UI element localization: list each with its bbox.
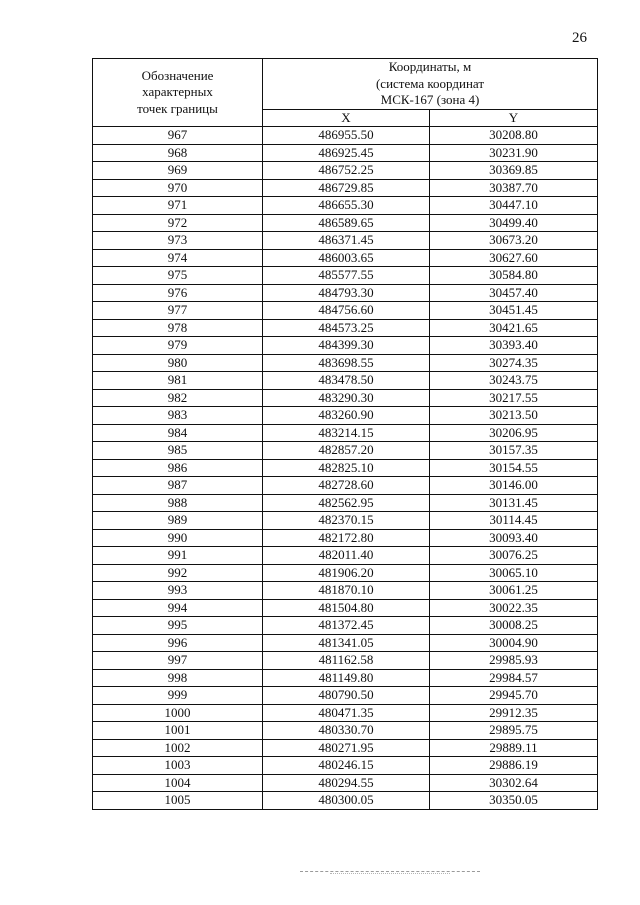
table-row [93, 424, 598, 442]
cell-y: 29945.70 [430, 687, 598, 705]
cell-y: 30243.75 [430, 372, 598, 390]
coordinates-table [92, 58, 598, 810]
cell-point-number: 987 [93, 477, 263, 495]
cell-x: 481870.10 [263, 582, 430, 600]
table-row [93, 652, 598, 670]
table-row [93, 232, 598, 250]
footer-rule [300, 871, 480, 872]
cell-y: 30451.45 [430, 302, 598, 320]
table-row [93, 582, 598, 600]
cell-x: 486955.50 [263, 127, 430, 145]
cell-point-number: 970 [93, 179, 263, 197]
cell-x: 481149.80 [263, 669, 430, 687]
cell-y: 30114.45 [430, 512, 598, 530]
cell-point-number: 969 [93, 162, 263, 180]
header-point-line: характерных [142, 84, 213, 100]
cell-point-number: 1000 [93, 704, 263, 722]
cell-y: 30022.35 [430, 599, 598, 617]
cell-y: 29984.57 [430, 669, 598, 687]
header-y: Y [430, 109, 598, 127]
table-row [93, 617, 598, 635]
cell-point-number: 985 [93, 442, 263, 460]
table-row [93, 687, 598, 705]
cell-y: 30131.45 [430, 494, 598, 512]
table-row [93, 354, 598, 372]
table-row [93, 407, 598, 425]
table-row [93, 459, 598, 477]
cell-y: 30673.20 [430, 232, 598, 250]
cell-y: 30421.65 [430, 319, 598, 337]
table-row [93, 494, 598, 512]
cell-x: 481906.20 [263, 564, 430, 582]
cell-y: 29985.93 [430, 652, 598, 670]
table-row [93, 179, 598, 197]
table-row [93, 529, 598, 547]
cell-point-number: 967 [93, 127, 263, 145]
cell-x: 482857.20 [263, 442, 430, 460]
table-row [93, 634, 598, 652]
table-row [93, 372, 598, 390]
table-row [93, 284, 598, 302]
cell-y: 29895.75 [430, 722, 598, 740]
table-body [93, 127, 598, 810]
cell-y: 29886.19 [430, 757, 598, 775]
table-row [93, 127, 598, 145]
cell-point-number: 1003 [93, 757, 263, 775]
cell-x: 482370.15 [263, 512, 430, 530]
cell-y: 29912.35 [430, 704, 598, 722]
cell-x: 486371.45 [263, 232, 430, 250]
cell-y: 30457.40 [430, 284, 598, 302]
cell-point-number: 971 [93, 197, 263, 215]
cell-y: 30065.10 [430, 564, 598, 582]
cell-point-number: 981 [93, 372, 263, 390]
cell-y: 30387.70 [430, 179, 598, 197]
cell-x: 483478.50 [263, 372, 430, 390]
cell-point-number: 1005 [93, 792, 263, 810]
table-row [93, 774, 598, 792]
table-row [93, 547, 598, 565]
cell-y: 30004.90 [430, 634, 598, 652]
cell-y: 30217.55 [430, 389, 598, 407]
cell-point-number: 997 [93, 652, 263, 670]
cell-x: 480300.05 [263, 792, 430, 810]
cell-x: 480471.35 [263, 704, 430, 722]
cell-y: 30393.40 [430, 337, 598, 355]
cell-x: 481162.58 [263, 652, 430, 670]
table-row [93, 214, 598, 232]
cell-x: 484756.60 [263, 302, 430, 320]
table-row [93, 302, 598, 320]
table-row [93, 477, 598, 495]
cell-y: 30584.80 [430, 267, 598, 285]
table-row [93, 249, 598, 267]
cell-point-number: 988 [93, 494, 263, 512]
header-point-line: Обозначение [141, 67, 214, 83]
cell-x: 482011.40 [263, 547, 430, 565]
table-row [93, 564, 598, 582]
table-row [93, 197, 598, 215]
cell-x: 480330.70 [263, 722, 430, 740]
table-row [93, 162, 598, 180]
cell-x: 480294.55 [263, 774, 430, 792]
table-row [93, 722, 598, 740]
cell-y: 30008.25 [430, 617, 598, 635]
table-row [93, 389, 598, 407]
cell-x: 480271.95 [263, 739, 430, 757]
cell-x: 482728.60 [263, 477, 430, 495]
table-row [93, 669, 598, 687]
cell-point-number: 999 [93, 687, 263, 705]
header-coords-line: Координаты, м [388, 59, 472, 74]
cell-y: 30061.25 [430, 582, 598, 600]
cell-x: 486752.25 [263, 162, 430, 180]
cell-y: 30154.55 [430, 459, 598, 477]
table-row [93, 792, 598, 810]
cell-y: 30076.25 [430, 547, 598, 565]
cell-point-number: 989 [93, 512, 263, 530]
cell-x: 486589.65 [263, 214, 430, 232]
cell-point-number: 995 [93, 617, 263, 635]
cell-point-number: 1002 [93, 739, 263, 757]
page-number: 26 [572, 30, 587, 46]
cell-x: 483698.55 [263, 354, 430, 372]
cell-point-number: 1001 [93, 722, 263, 740]
cell-x: 481372.45 [263, 617, 430, 635]
cell-point-number: 978 [93, 319, 263, 337]
table-row [93, 739, 598, 757]
cell-x: 482172.80 [263, 529, 430, 547]
cell-y: 30213.50 [430, 407, 598, 425]
table-row [93, 512, 598, 530]
table-header-row [93, 59, 598, 110]
cell-x: 482562.95 [263, 494, 430, 512]
cell-point-number: 976 [93, 284, 263, 302]
cell-x: 481341.05 [263, 634, 430, 652]
cell-point-number: 982 [93, 389, 263, 407]
footer-rule-faint [330, 873, 450, 874]
cell-y: 30369.85 [430, 162, 598, 180]
cell-point-number: 993 [93, 582, 263, 600]
cell-point-number: 974 [93, 249, 263, 267]
cell-x: 484399.30 [263, 337, 430, 355]
cell-x: 486729.85 [263, 179, 430, 197]
table-row [93, 319, 598, 337]
cell-x: 480790.50 [263, 687, 430, 705]
header-coordinates [263, 59, 598, 110]
cell-y: 29889.11 [430, 739, 598, 757]
cell-x: 486655.30 [263, 197, 430, 215]
cell-y: 30093.40 [430, 529, 598, 547]
cell-y: 30146.00 [430, 477, 598, 495]
table-row [93, 757, 598, 775]
cell-y: 30499.40 [430, 214, 598, 232]
cell-x: 484793.30 [263, 284, 430, 302]
cell-point-number: 975 [93, 267, 263, 285]
cell-point-number: 996 [93, 634, 263, 652]
cell-x: 483290.30 [263, 389, 430, 407]
cell-y: 30208.80 [430, 127, 598, 145]
cell-y: 30274.35 [430, 354, 598, 372]
table-row [93, 704, 598, 722]
header-point-designation [93, 59, 263, 127]
table-row [93, 599, 598, 617]
cell-point-number: 973 [93, 232, 263, 250]
cell-x: 483214.15 [263, 424, 430, 442]
cell-point-number: 972 [93, 214, 263, 232]
cell-x: 480246.15 [263, 757, 430, 775]
cell-point-number: 968 [93, 144, 263, 162]
header-point-line: точек границы [137, 100, 218, 116]
table-row [93, 442, 598, 460]
cell-x: 481504.80 [263, 599, 430, 617]
cell-y: 30206.95 [430, 424, 598, 442]
cell-point-number: 979 [93, 337, 263, 355]
cell-x: 486925.45 [263, 144, 430, 162]
cell-point-number: 984 [93, 424, 263, 442]
cell-x: 483260.90 [263, 407, 430, 425]
table-row [93, 267, 598, 285]
cell-point-number: 983 [93, 407, 263, 425]
cell-point-number: 980 [93, 354, 263, 372]
cell-x: 486003.65 [263, 249, 430, 267]
cell-point-number: 994 [93, 599, 263, 617]
table-row [93, 144, 598, 162]
cell-y: 30157.35 [430, 442, 598, 460]
table-row [93, 337, 598, 355]
cell-x: 484573.25 [263, 319, 430, 337]
cell-x: 482825.10 [263, 459, 430, 477]
cell-point-number: 986 [93, 459, 263, 477]
cell-x: 485577.55 [263, 267, 430, 285]
cell-point-number: 990 [93, 529, 263, 547]
cell-y: 30447.10 [430, 197, 598, 215]
header-coords-line: МСК-167 (зона 4) [380, 92, 480, 107]
cell-point-number: 1004 [93, 774, 263, 792]
header-x: X [263, 109, 430, 127]
cell-y: 30627.60 [430, 249, 598, 267]
cell-y: 30350.05 [430, 792, 598, 810]
cell-point-number: 977 [93, 302, 263, 320]
header-coords-line: (система координат [375, 75, 485, 91]
cell-point-number: 991 [93, 547, 263, 565]
cell-point-number: 998 [93, 669, 263, 687]
cell-y: 30302.64 [430, 774, 598, 792]
cell-point-number: 992 [93, 564, 263, 582]
cell-y: 30231.90 [430, 144, 598, 162]
